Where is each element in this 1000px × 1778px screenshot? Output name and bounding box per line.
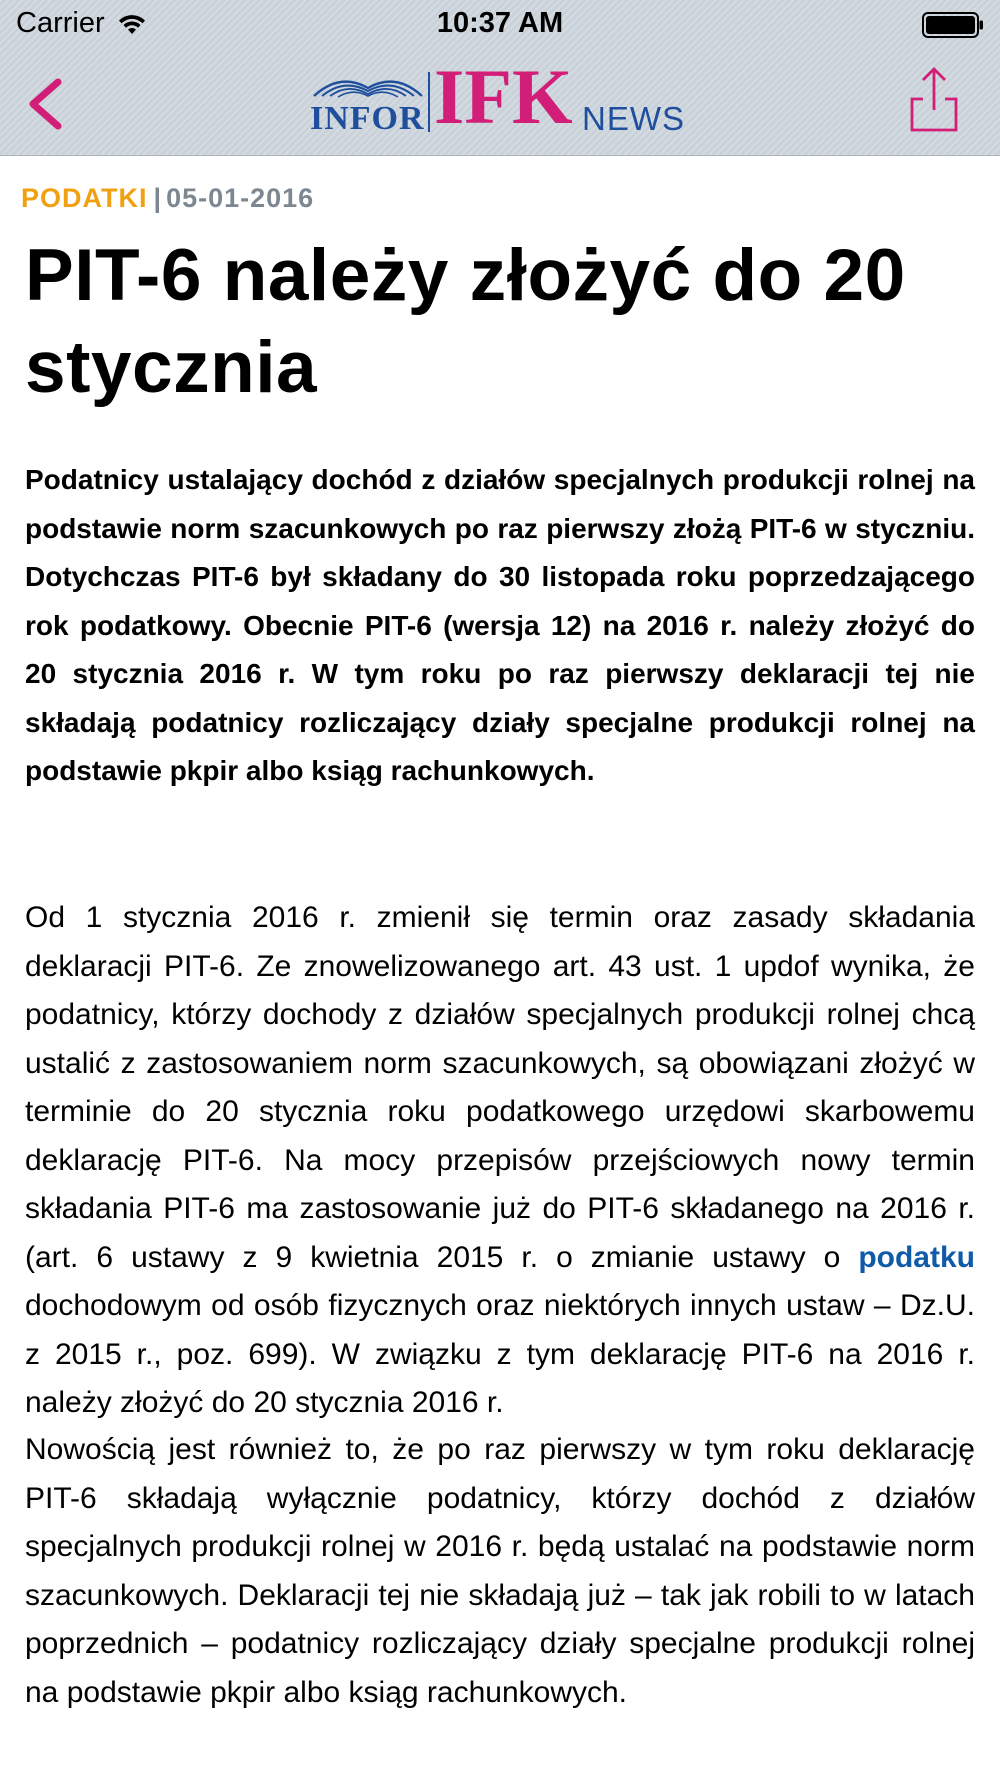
carrier-name: Carrier xyxy=(16,7,105,39)
article-lead: Podatnicy ustalający dochód z działów specjalnych produkcji rolnej na podstawie norm szacunkowych po raz pierwszy złożą PIT-6 w styczniu. Dotychczas PIT-6 był składany do 30 listopada roku poprzedzającego rok podatkowy. Obecnie PIT-6 (wersja 12) na 2016 r. należy złożyć do 20 stycznia 2016 r. W tym roku po raz pierwszy deklaracji tej nie składają podatnicy rozliczający działy specjalne produkcji rolnej na podstawie pkpir albo ksiąg rachunkowych. xyxy=(25,464,975,786)
logo-infor-text: INFOR xyxy=(310,100,425,137)
back-button[interactable] xyxy=(22,70,72,136)
article-paragraph: Nowością jest również to, że po raz pierwszy w tym roku deklarację PIT-6 składają wyłącznie podatnicy, którzy dochód z działów specjalnych produkcji rolnej w 2016 r. będą ustalać na podstawie norm szacunkowych. Deklaracji tej nie składają już – tak jak robili to w latach poprzednich – podatnicy rozliczający działy specjalne produkcji rolnej na podstawie pkpir albo ksiąg rachunkowych. xyxy=(25,1433,975,1709)
article xyxy=(21,180,975,1709)
inline-link[interactable]: podatku xyxy=(858,1240,975,1274)
status-bar xyxy=(0,0,1000,50)
paragraph-text: Od 1 stycznia 2016 r. zmienił się termin oraz zasady składania deklaracji PIT-6. Ze znowelizowanego art. 43 ust. 1 updof wynika, że podatnicy, którzy dochody z działów specjalnych produkcji rolnej chcą ustalić z zastosowaniem norm szacunkowych, są obowiązani złożyć w terminie do 20 stycznia roku podatkowego urzędowi skarbowemu deklarację PIT-6. Na mocy przepisów przejściowych nowy termin składania PIT-6 ma zastosowanie już do PIT-6 składanego na 2016 r. (art. 6 ustawy z 9 kwietnia 2015 r. o zmianie ustawy o xyxy=(25,901,975,1274)
publish-date: 05-01-2016 xyxy=(166,183,315,213)
wings-icon xyxy=(310,70,426,100)
share-button[interactable] xyxy=(908,66,960,134)
meta-separator: | xyxy=(153,183,163,213)
navigation-bar xyxy=(0,0,1000,156)
logo-news-text: NEWS xyxy=(582,100,685,137)
battery-icon xyxy=(922,12,984,38)
article-meta xyxy=(21,180,975,216)
article-title: PIT-6 należy złożyć do 20 stycznia xyxy=(25,235,906,408)
logo-divider xyxy=(428,72,430,132)
logo-ifk-text: IFK xyxy=(434,53,573,140)
chevron-left-icon xyxy=(22,70,72,136)
app-logo xyxy=(310,53,694,140)
paragraph-text: dochodowym od osób fizycznych oraz niektórych innych ustaw – Dz.U. z 2015 r., poz. 699). W związku z tym deklarację PIT-6 na 2016 r. należy złożyć do 20 stycznia 2016 r. xyxy=(25,1289,975,1419)
article-paragraph xyxy=(25,894,975,1428)
share-icon xyxy=(908,66,960,134)
status-time: 10:37 AM xyxy=(436,7,564,39)
category-label[interactable]: PODATKI xyxy=(21,183,148,213)
